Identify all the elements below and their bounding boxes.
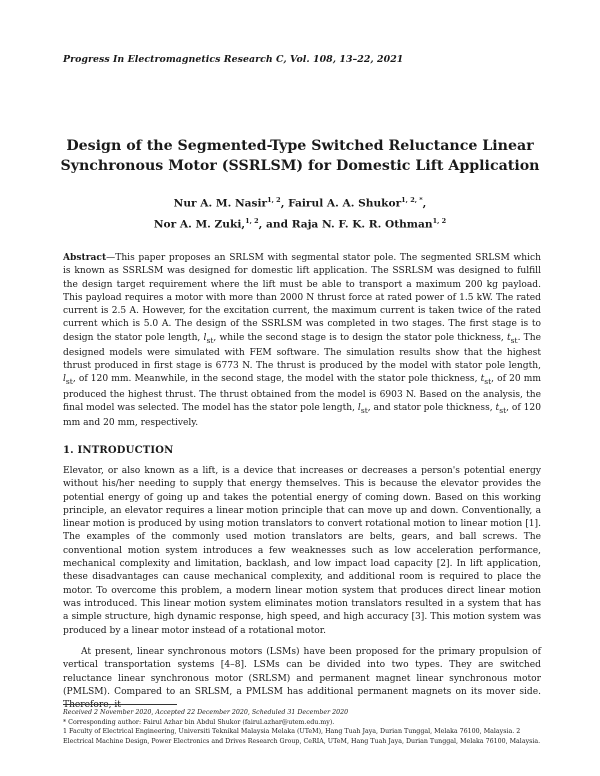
abstract: [63, 251, 541, 430]
symbol-l: l: [203, 332, 207, 343]
author-name: Nur A. M. Nasir: [173, 197, 268, 210]
author-affiliation: 1, 2, *: [401, 196, 423, 204]
symbol-l: l: [357, 402, 361, 413]
subscript-st: st: [510, 335, 518, 345]
author-affiliation: 1, 2: [245, 216, 259, 225]
subscript-st: st: [206, 335, 214, 345]
author-affiliation: 1, 2: [432, 216, 447, 225]
subscript-st: st: [499, 405, 507, 415]
subscript-st: st: [65, 377, 73, 387]
abstract-text: —This paper proposes an SRLSM with segmental stator pole. The segmented SRLSM which is known as SSRLSM was designed for domestic lift application. The SSRLSM was designed to fulfill the design target requirement where the lift must be able to transport a maximum 200 kg payload. This payload requires a motor with more than 2000 N thrust force at rated power of 1.5 kW. The rated current is 2.5 A. However, for the excitation current, the maximum current is taken twice of the rated current which is 5.0 A. The design of the SSRLSM was completed in two stages. The first stage is to design the stator pole length,: [63, 253, 541, 343]
abstract-text: , of 120 mm and 20 mm, respectively.: [63, 402, 542, 428]
abstract-text: , of 20 mm produced the highest thrust. The thrust obtained from the model is 6903 N. Based on the analysis, the final model was selected. The model has the stator pole length,: [63, 374, 541, 413]
abstract-text: , and stator pole thickness,: [367, 402, 496, 413]
subscript-st: st: [360, 405, 368, 415]
author-line-2: [60, 213, 540, 234]
author-name: Fairul A. A. Shukor: [288, 197, 402, 210]
paper-title: [60, 136, 540, 176]
author-separator: , and: [258, 218, 292, 231]
received-dates: Received 2 November 2020, Accepted 22 December 2020, Scheduled 31 December 2020: [63, 709, 349, 716]
symbol-t: t: [507, 332, 511, 343]
affiliations: 1 Faculty of Electrical Engineering, Universiti Teknikal Malaysia Melaka (UTeM), Hang Tuah Jaya, Durian Tunggal, Melaka 76100, Malaysia. 2 Electrical Machine Design, Power Electronics and Drives Research Group, CeRIA, UTeM, Hang Tuah Jaya, Durian Tunggal, Melaka 76100, Malaysia.: [63, 728, 541, 745]
author-affiliation: 1, 2: [267, 196, 281, 204]
subscript-st: st: [484, 377, 492, 387]
author-line-1: Nur A. M. Nasir$^{1, 2}$, Fairul A. A. Shukor$^{1, 2, *}$,: [173, 196, 427, 210]
journal-header: Progress In Electromagnetics Research C, Vol. 108, 13–22, 2021: [63, 54, 404, 65]
section-heading: 1. INTRODUCTION: [63, 445, 174, 456]
abstract-label: Abstract: [63, 252, 107, 263]
author-name: Raja N. F. K. R. Othman: [291, 218, 433, 231]
abstract-text: , while the second stage is to design the stator pole thickness,: [213, 332, 507, 343]
intro-paragraph-2: At present, linear synchronous motors (LSMs) have been proposed for the primary propulsion of vertical transportation systems [4–8]. LSMs can be divided into two types. They are switched reluctance linear synchronous motor (SRLSM) and permanent magnet linear synchronous motor (PMLSM). Compared to an SRLSM, a PMLSM has additional permanent magnets on its mover side. Therefore, it: [63, 647, 541, 711]
author-list: [60, 192, 540, 233]
symbol-t: t: [495, 402, 500, 413]
footnote-divider: [63, 704, 177, 705]
abstract-text: , of 120 mm. Meanwhile, in the second stage, the model with the stator pole thickness,: [72, 374, 481, 385]
symbol-t: t: [480, 374, 485, 385]
author-name: Nor A. M. Zuki,: [153, 218, 246, 231]
symbol-l: l: [63, 374, 66, 385]
title-line-2: Synchronous Motor (SSRLSM) for Domestic Lift Application: [60, 158, 540, 174]
abstract-text: . The designed models were simulated with FEM software. The simulation results show that the highest thrust produced in first stage is 6773 N. The thrust is produced by the model with stator pole length,: [63, 332, 541, 372]
intro-paragraph-1: Elevator, or also known as a lift, is a device that increases or decreases a person's potential energy without his/her needing to supply that energy themselves. This is because the elevator provides the potential energy of going up and takes the potential energy of coming down. Based on this working principle, an elevator requires a linear motion principle that can move up and down. Conventionally, a linear motion is produced by using motion translators to convert rotational motion to linear motion [1]. The examples of the commonly used motion translators are belts, gears, and ball screws. The conventional motion system introduces a few weaknesses such as low acceleration performance, mechanical complexity and limitation, backlash, and low impact load capacity [2]. In lift application, these disadvantages can cause mechanical complexity, and additional room is required to place the motor. To overcome this problem, a modern linear motion system that produces direct linear motion was introduced. This linear motion system eliminates motion translators resulted in a system that has a simple structure, high dynamic response, high speed, and high accuracy [3]. This motion system was produced by a linear motor instead of a rotational motor.: [63, 466, 541, 636]
title-line-1: Design of the Segmented-Type Switched Reluctance Linear: [66, 138, 534, 154]
footnotes: [63, 708, 541, 746]
corresponding-author: * Corresponding author: Fairul Azhar bin Abdul Shukor (fairul.azhar@utem.edu.my).: [63, 718, 335, 726]
